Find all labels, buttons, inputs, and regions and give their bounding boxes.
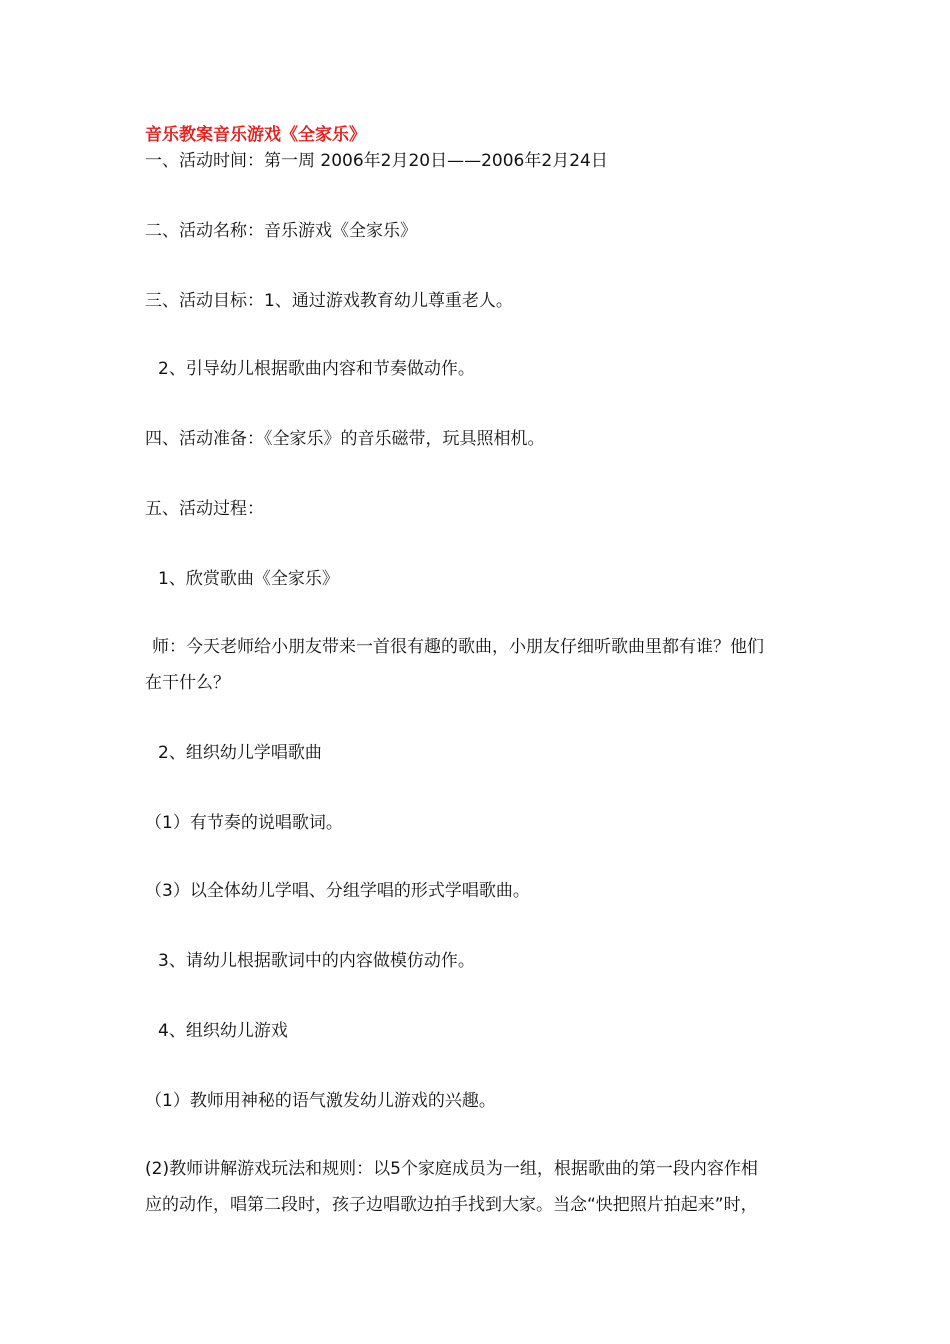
step-2-sub-1: （1）有节奏的说唱歌词。: [145, 813, 343, 833]
step-4-sub-2-line-2: 应的动作，唱第二段时，孩子边唱歌边拍手找到大家。当念“快把照片拍起来”时，: [145, 1195, 758, 1215]
step-2-heading: 2、组织幼儿学唱歌曲: [158, 743, 322, 763]
step-4-sub-2-line-1: (2)教师讲解游戏玩法和规则：以5个家庭成员为一组，根据歌曲的第一段内容作相: [145, 1159, 758, 1179]
document-title: 音乐教案音乐游戏《全家乐》: [145, 125, 366, 145]
activity-process-heading: 五、活动过程：: [145, 499, 264, 519]
activity-name-line: 二、活动名称：音乐游戏《全家乐》: [145, 221, 417, 241]
step-2-sub-3: （3）以全体幼儿学唱、分组学唱的形式学唱歌曲。: [145, 881, 530, 901]
step-1-heading: 1、欣赏歌曲《全家乐》: [158, 569, 339, 589]
activity-preparation-line: 四、活动准备：《全家乐》的音乐磁带，玩具照相机。: [145, 429, 545, 449]
step-4-heading: 4、组织幼儿游戏: [158, 1021, 288, 1041]
step-4-sub-1: （1）教师用神秘的语气激发幼儿游戏的兴趣。: [145, 1091, 496, 1111]
activity-goal-line-2: 2、引导幼儿根据歌曲内容和节奏做动作。: [158, 359, 475, 379]
activity-goal-line-1: 三、活动目标：1、通过游戏教育幼儿尊重老人。: [145, 291, 513, 311]
teacher-speech-line-2: 在干什么？: [145, 673, 230, 693]
step-3-heading: 3、请幼儿根据歌词中的内容做模仿动作。: [158, 951, 475, 971]
teacher-speech-line-1: 师：今天老师给小朋友带来一首很有趣的歌曲，小朋友仔细听歌曲里都有谁？他们: [152, 637, 764, 657]
activity-time-line: 一、活动时间：第一周 2006年2月20日——2006年2月24日: [145, 151, 608, 171]
